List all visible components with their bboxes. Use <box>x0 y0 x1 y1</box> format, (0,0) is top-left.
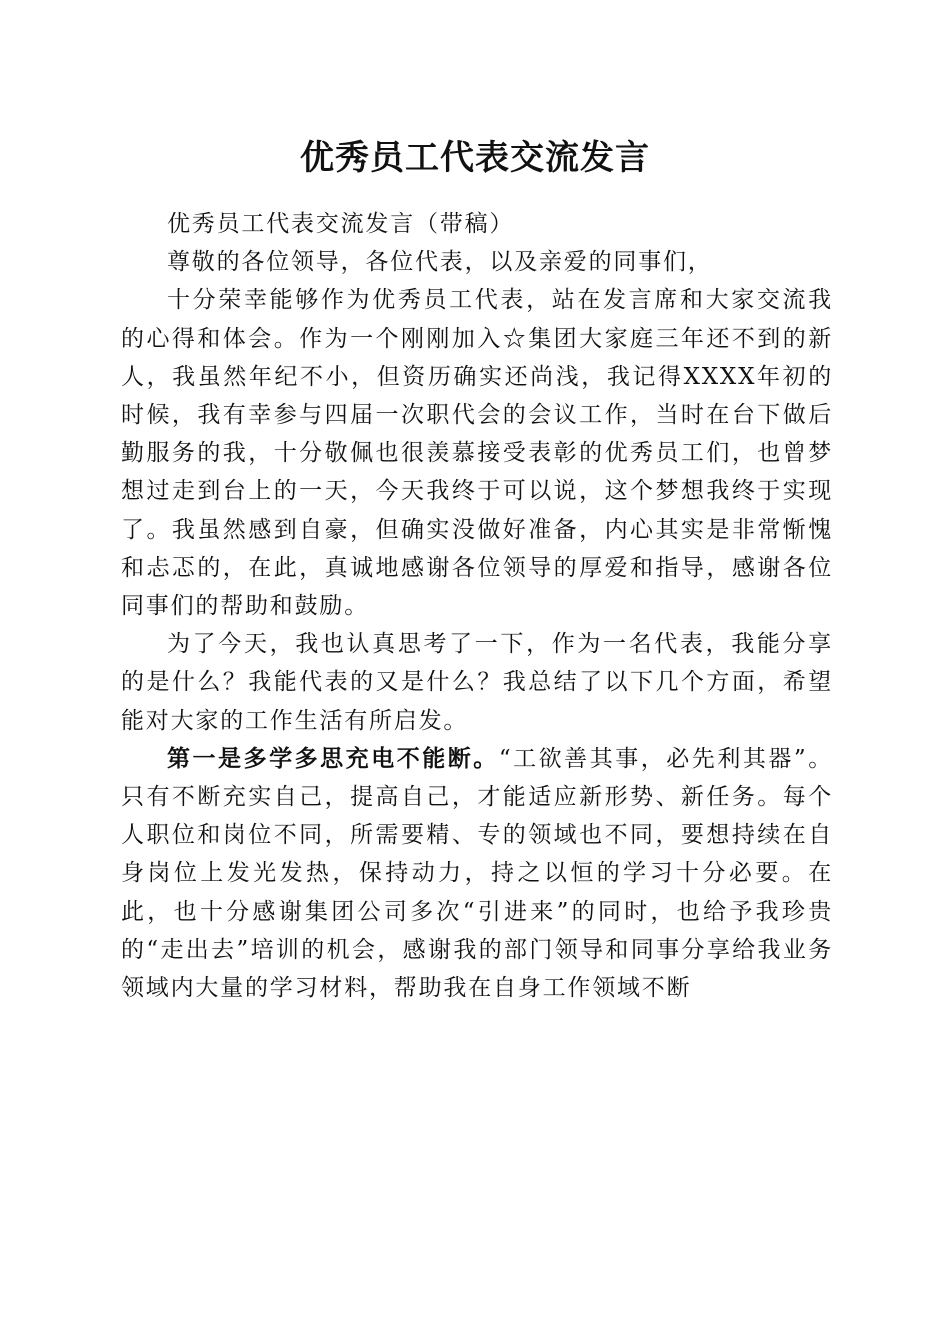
point-one-text: “工欲善其事，必先利其器”。只有不断充实自己，提高自己，才能适应新形势、新任务。每个人职位和岗位不同，所需要精、专的领域也不同，要想持续在自身岗位上发光发热，保持动力，持之以恒的学习十分必要。在此，也十分感谢集团公司多次“引进来”的同时，也给予我珍贵的“走出去”培训的机会，感谢我的部门领导和同事分享给我业务领域内大量的学习材料，帮助我在自身工作领域不断 <box>121 745 833 1002</box>
salutation-paragraph: 尊敬的各位领导，各位代表，以及亲爱的同事们， <box>167 249 713 276</box>
document-body <box>121 205 833 1007</box>
document-title: 优秀员工代表交流发言 <box>300 138 650 178</box>
point-one-paragraph <box>121 740 833 1007</box>
point-one-heading: 第一是多学多思充电不能断。 <box>167 744 499 772</box>
opening-paragraph: 十分荣幸能够作为优秀员工代表，站在发言席和大家交流我的心得和体会。作为一个刚刚加入☆集团大家庭三年还不到的新人，我虽然年纪不小，但资历确实还尚浅，我记得XXXX年初的时候，我有幸参与四届一次职代会的会议工作，当时在台下做后勤服务的我，十分敬佩也很羡慕接受表彰的优秀员工们，也曾梦想过走到台上的一天，今天我终于可以说，这个梦想我终于实现了。我虽然感到自豪，但确实没做好准备，内心其实是非常惭愧和忐忑的，在此，真诚地感谢各位领导的厚爱和指导，感谢各位同事们的帮助和鼓励。 <box>121 287 833 620</box>
subtitle-paragraph: 优秀员工代表交流发言（带稿） <box>167 211 515 237</box>
reflection-paragraph: 为了今天，我也认真思考了一下，作为一名代表，我能分享的是什么？我能代表的又是什么？我总结了以下几个方面，希望能对大家的工作生活有所启发。 <box>121 631 833 734</box>
